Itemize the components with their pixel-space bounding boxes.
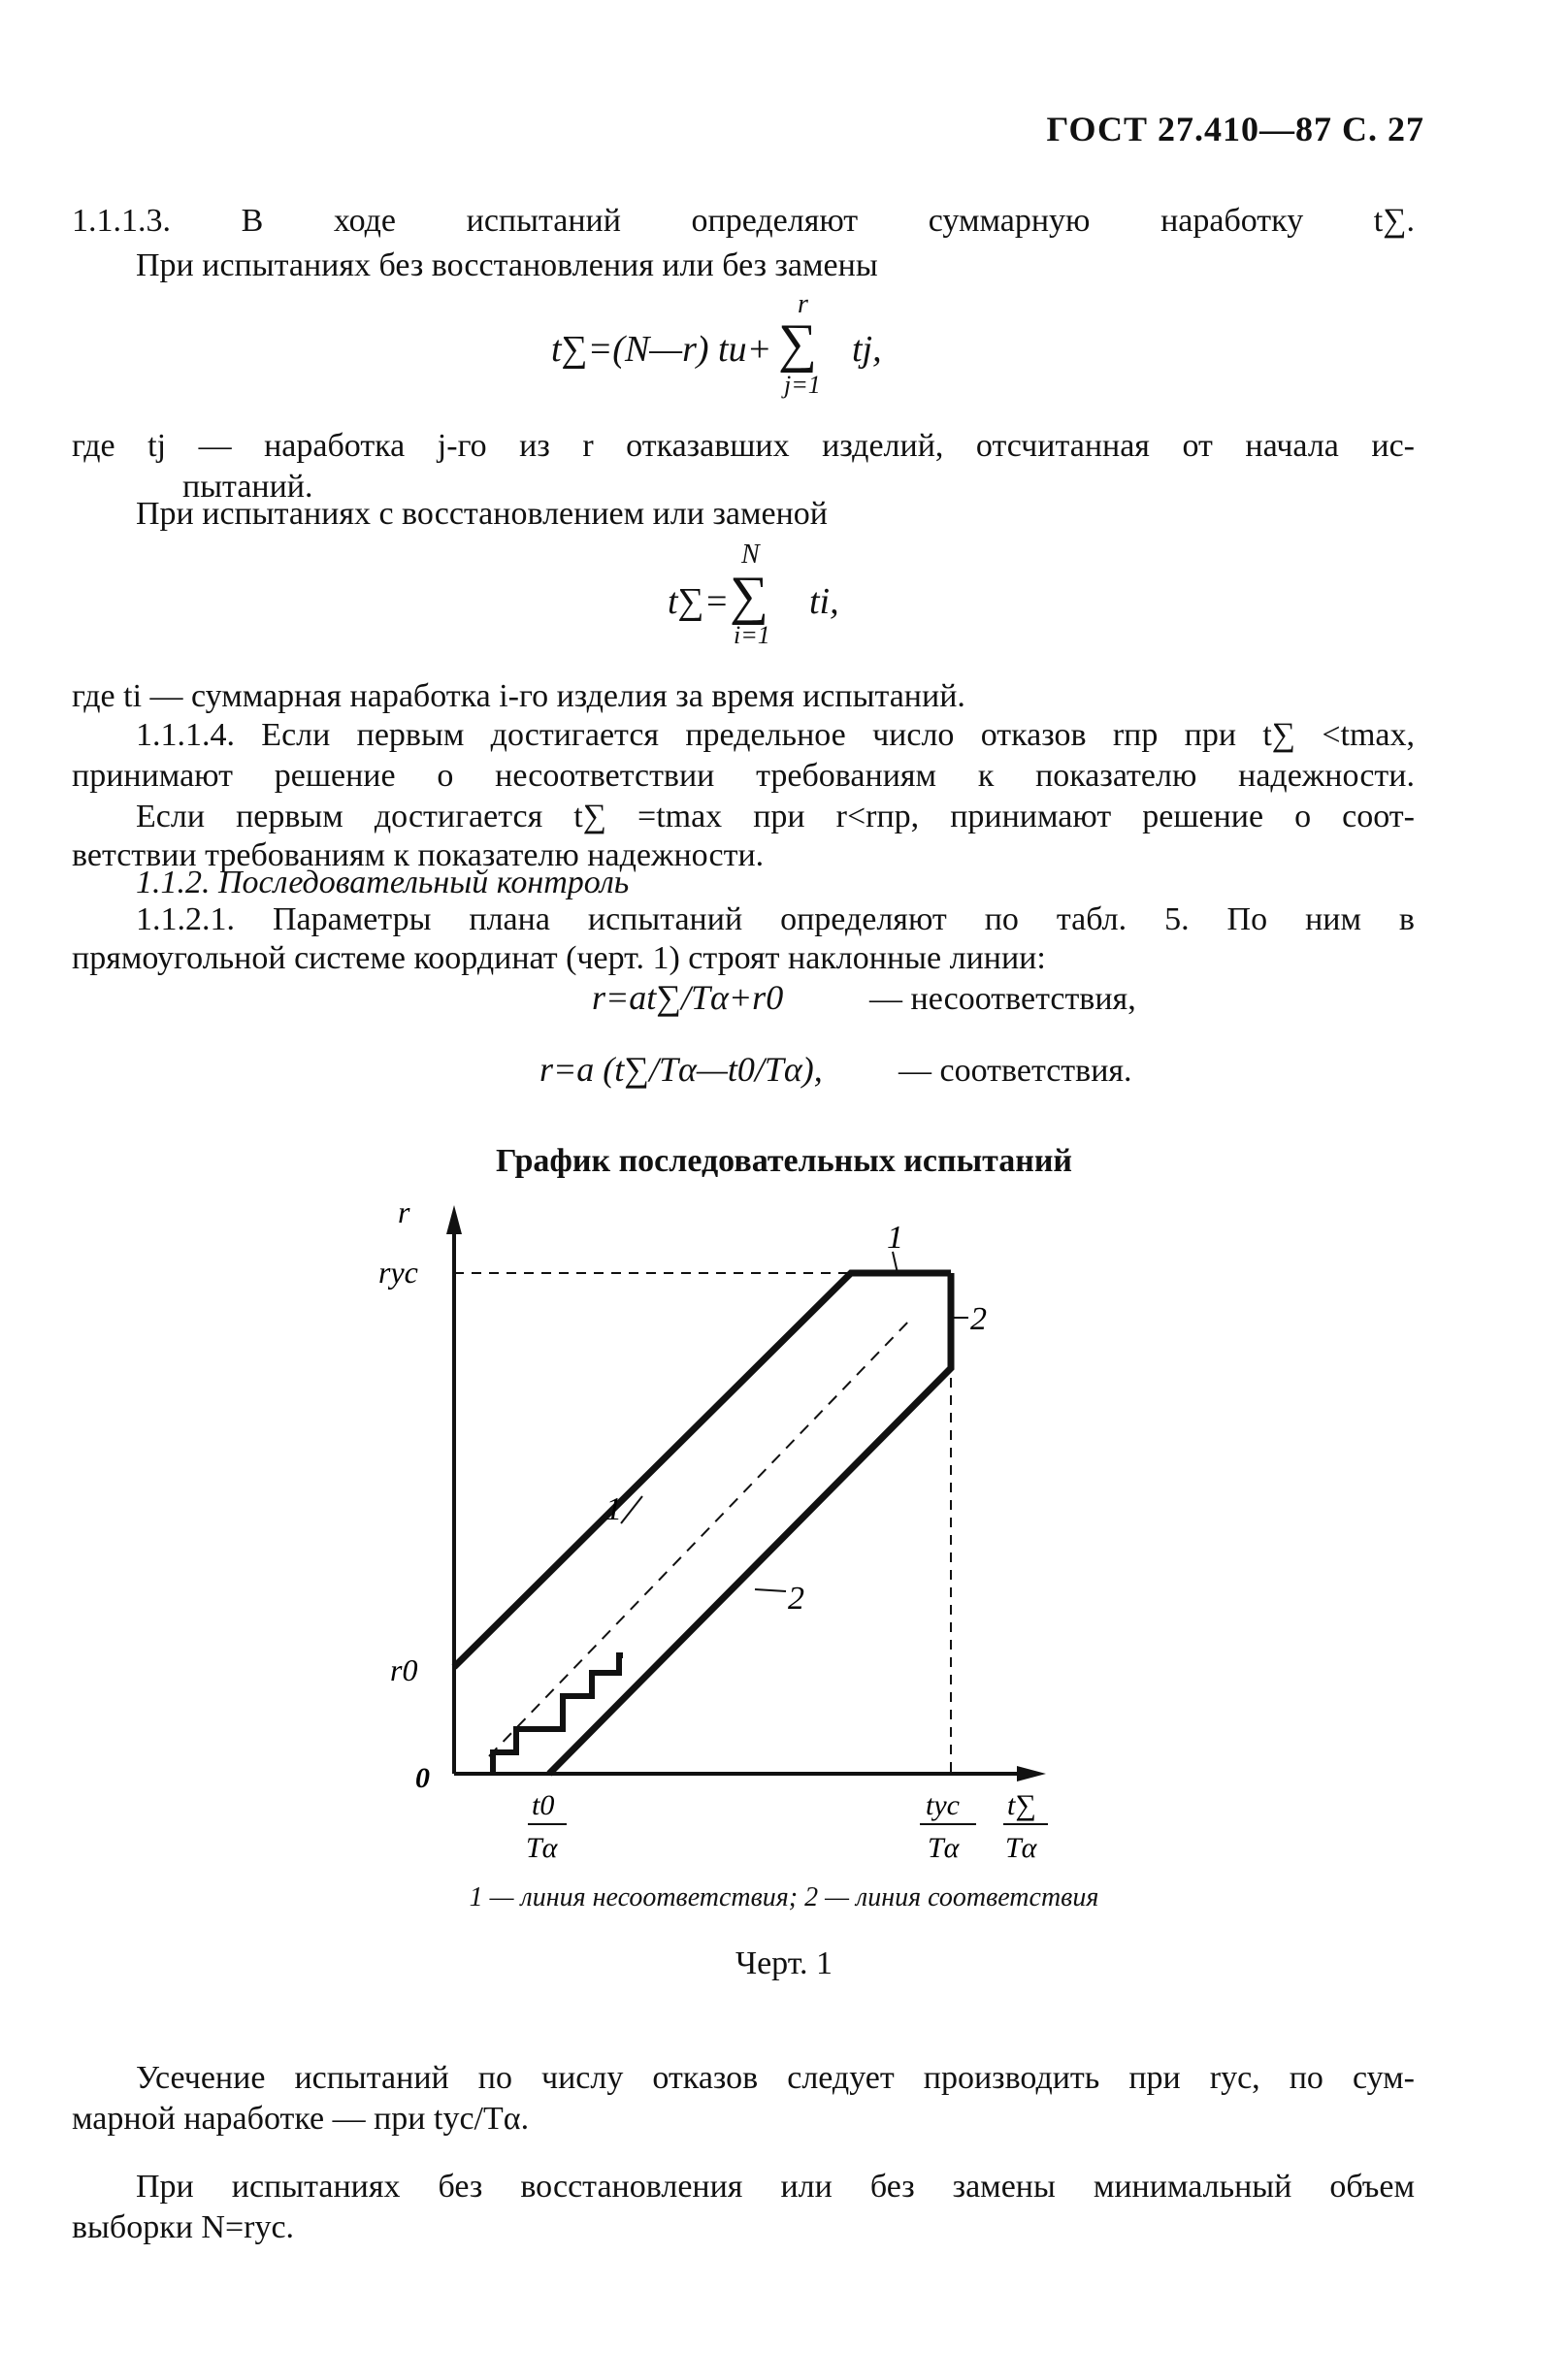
paragraph-1121-line1: 1.1.2.1. Параметры плана испытаний определяют по табл. 5. По ним в bbox=[136, 901, 1415, 937]
paragraph-1114-line2: принимают решение о несоответствии требованиям к показателю надежности. bbox=[72, 758, 1415, 794]
line-2-middle-leader bbox=[755, 1589, 786, 1591]
y-axis-label: r bbox=[398, 1194, 410, 1229]
paragraph-min-sample-line2: выборки N=rус. bbox=[72, 2209, 295, 2245]
formula2-sigma: ∑ bbox=[730, 566, 768, 626]
paragraph-1114-line4: ветствии требованиям к показателю надежности. bbox=[72, 837, 765, 873]
line-1-middle-number: 1 bbox=[605, 1491, 622, 1527]
y-axis-arrow-icon bbox=[446, 1205, 462, 1234]
paragraph-truncation-line2: марной наработке — при tус/Tα. bbox=[72, 2101, 530, 2137]
paragraph-min-sample-line1: При испытаниях без восстановления или без замены минимальный объем bbox=[136, 2169, 1415, 2205]
where2: где ti — суммарная наработка i-го изделия за время испытаний. bbox=[72, 678, 965, 714]
formula2-sum-top: N bbox=[741, 539, 760, 570]
formula1-term: tj, bbox=[852, 329, 882, 370]
formula2-lhs: t∑= bbox=[668, 581, 730, 622]
formula1-sum-top: r bbox=[798, 289, 808, 319]
tyc-top-label: tус bbox=[926, 1789, 960, 1821]
middle-dashed-line bbox=[489, 1318, 912, 1756]
origin-label: 0 bbox=[415, 1762, 430, 1794]
formula1-sigma: ∑ bbox=[778, 313, 817, 374]
x-axis-arrow-icon bbox=[1017, 1766, 1046, 1781]
paragraph-truncation-line1: Усечение испытаний по числу отказов следует производить при rус, по сум- bbox=[136, 2060, 1415, 2096]
r-yc-label: rус bbox=[378, 1255, 418, 1290]
equation-conformance-label: — соответствия. bbox=[898, 1053, 1132, 1089]
equation-nonconformance: r=at∑/Tα+r0 bbox=[592, 978, 784, 1017]
paragraph-1114-line1: 1.1.1.4. Если первым достигается предельное число отказов rпр при t∑ <tmax, bbox=[136, 717, 1415, 753]
paragraph-restore: При испытаниях с восстановлением или заменой bbox=[136, 496, 829, 532]
tyc-bottom-label: Tα bbox=[928, 1832, 960, 1864]
tsum-top-label: t∑ bbox=[1007, 1789, 1036, 1821]
formula2-sum-bottom: i=1 bbox=[734, 621, 770, 649]
line-2-middle-number: 2 bbox=[788, 1581, 804, 1617]
t0-bottom-label: Tα bbox=[526, 1832, 558, 1864]
formula1-sum-bottom: j=1 bbox=[784, 371, 821, 399]
paragraph-1113-line2: При испытаниях без восстановления или без замены bbox=[136, 247, 878, 283]
r0-label: r0 bbox=[390, 1652, 418, 1687]
paragraph-1113-line1: 1.1.1.3. В ходе испытаний определяют суммарную наработку t∑. bbox=[72, 203, 1415, 239]
equation-nonconformance-label: — несоответствия, bbox=[869, 981, 1136, 1017]
formula2-term: ti, bbox=[809, 581, 839, 622]
figure-title: График последовательных испытаний bbox=[495, 1143, 1073, 1179]
equation-conformance: r=a (t∑/Tα—t0/Tα), bbox=[539, 1050, 823, 1089]
where1-line2: пытаний. bbox=[182, 469, 313, 505]
section-112-title: 1.1.2. Последовательный контроль bbox=[136, 865, 630, 900]
figure-legend: 1 — линия несоответствия; 2 — линия соответствия bbox=[469, 1882, 1099, 1912]
paragraph-1121-line2: прямоугольной системе координат (черт. 1) строят наклонные линии: bbox=[72, 940, 1046, 976]
line-2-right-number: 2 bbox=[970, 1301, 987, 1337]
where1-line1: где tj — наработка j-го из r отказавших изделий, отсчитанная от начала ис- bbox=[72, 428, 1415, 464]
figure-number: Черт. 1 bbox=[735, 1945, 833, 1981]
page-header: ГОСТ 27.410—87 С. 27 bbox=[1046, 110, 1424, 148]
paragraph-1114-line3: Если первым достигается t∑ =tmax при r<rпр, принимают решение о соот- bbox=[136, 799, 1415, 834]
line-1-top-number: 1 bbox=[887, 1220, 903, 1256]
sequential-test-diagram bbox=[369, 1184, 1067, 1882]
t0-top-label: t0 bbox=[532, 1789, 555, 1821]
line-1-nonconformance bbox=[454, 1273, 951, 1667]
tsum-bottom-label: Tα bbox=[1005, 1832, 1037, 1864]
formula1-lhs: t∑=(N—r) tи+ bbox=[551, 329, 772, 370]
